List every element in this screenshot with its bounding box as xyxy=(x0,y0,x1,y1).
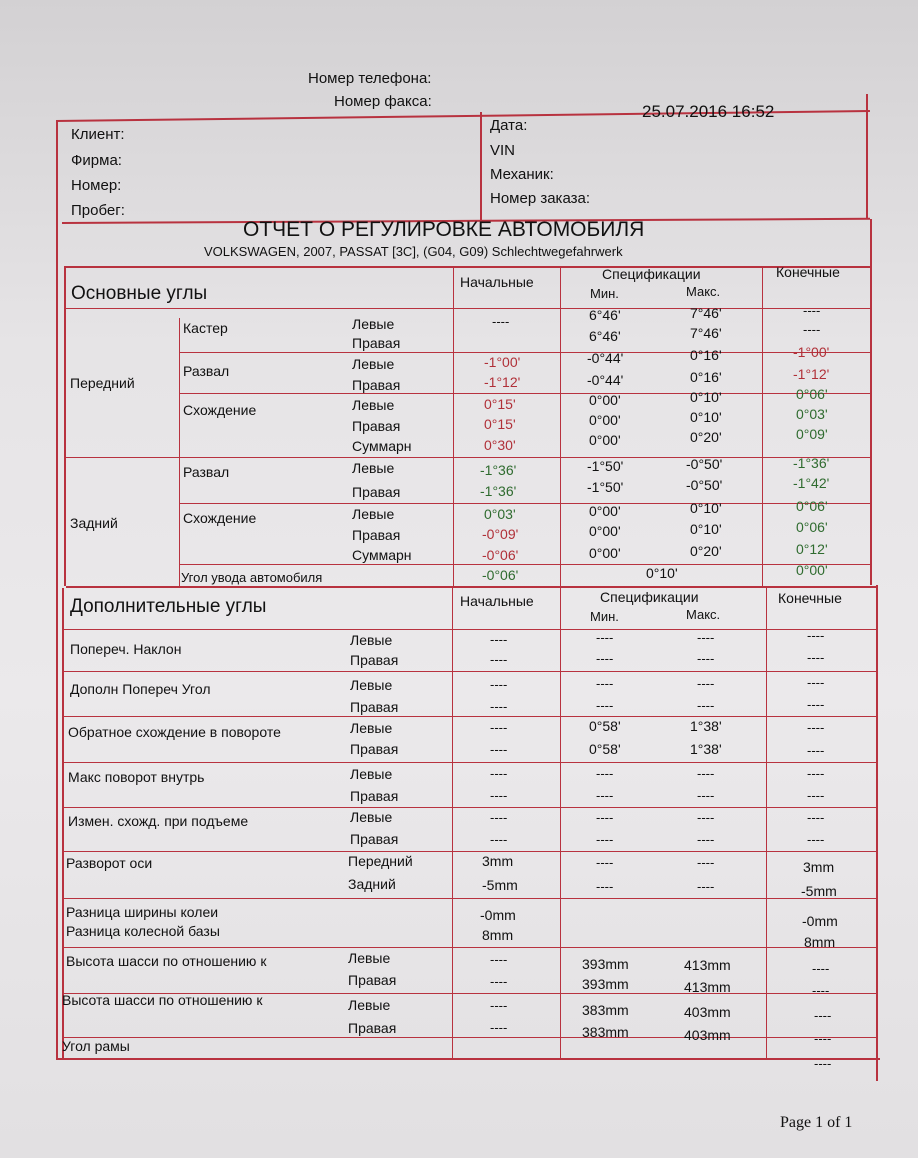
init-value: -1°12' xyxy=(484,374,521,390)
side-label: Правая xyxy=(350,741,399,757)
caster-label: Кастер xyxy=(183,320,228,336)
mileage-label: Пробег: xyxy=(71,202,125,219)
init-value: -0°06' xyxy=(482,547,519,563)
min-value: 393mm xyxy=(582,956,629,972)
max-value: 7°46' xyxy=(690,305,722,321)
kpi-label: Разница ширины колеи xyxy=(66,904,219,920)
max-value: 7°46' xyxy=(690,325,722,341)
dash: ---- xyxy=(697,810,715,825)
col-initial: Начальные xyxy=(460,274,534,290)
side-label: Левые xyxy=(352,316,395,332)
col-final: Конечные xyxy=(776,264,840,280)
init-value: -0°09' xyxy=(482,526,519,542)
company-label: Фирма: xyxy=(71,152,122,169)
side-label: Левые xyxy=(350,809,393,825)
min-value: 393mm xyxy=(582,976,629,992)
toe-label: Схождение xyxy=(183,402,257,418)
col-max-2: Макс. xyxy=(686,607,721,622)
dash: ---- xyxy=(596,766,614,781)
min-value: 0°00' xyxy=(589,412,621,428)
dash: ---- xyxy=(697,788,715,803)
dash: ---- xyxy=(490,742,508,757)
init-value: -0mm xyxy=(480,907,516,923)
thrust-spec: 0°10' xyxy=(646,565,678,581)
final-value: 0°06' xyxy=(796,386,828,402)
max-value: 403mm xyxy=(684,1004,731,1020)
side-label: Левые xyxy=(350,720,393,736)
side-label: Правая xyxy=(350,699,399,715)
min-value: 6°46' xyxy=(589,307,621,323)
max-value: 0°16' xyxy=(690,369,722,385)
side-label: Правая xyxy=(348,1020,397,1036)
init-value: -1°00' xyxy=(484,354,521,370)
max-value: 0°10' xyxy=(690,409,722,425)
dash: ---- xyxy=(490,699,508,714)
side-label: Правая xyxy=(350,788,399,804)
init-value: 8mm xyxy=(482,927,514,943)
min-value: 383mm xyxy=(582,1024,629,1040)
col-min-2: Мин. xyxy=(590,609,619,624)
min-value: 0°58' xyxy=(589,741,621,757)
dash: ---- xyxy=(697,676,715,691)
side-label: Правая xyxy=(352,484,401,500)
dash: ---- xyxy=(697,879,715,894)
final-value: 0°12' xyxy=(796,541,828,557)
dash: ---- xyxy=(807,788,825,803)
dash: ---- xyxy=(596,832,614,847)
rear-toe-label: Схождение xyxy=(183,510,257,526)
side-label: Левые xyxy=(352,460,395,476)
number-label: Номер: xyxy=(71,177,122,194)
final-value: -1°12' xyxy=(793,366,830,382)
dash: ---- xyxy=(697,698,715,713)
basic-angles-title: Основные углы xyxy=(71,283,208,304)
side-label: Задний xyxy=(348,876,396,892)
front-axle-label: Передний xyxy=(70,375,135,391)
init-value: 0°15' xyxy=(484,396,516,412)
dash: ---- xyxy=(814,1056,832,1071)
dash: ---- xyxy=(814,1031,832,1046)
report-title: ОТЧЕТ О РЕГУЛИРОВКЕ АВТОМОБИЛЯ xyxy=(243,218,645,241)
min-value: -0°44' xyxy=(587,350,624,366)
dash: ---- xyxy=(807,720,825,735)
dash: ---- xyxy=(596,676,614,691)
dash: ---- xyxy=(697,832,715,847)
order-label: Номер заказа: xyxy=(490,190,591,207)
dash: ---- xyxy=(814,1008,832,1023)
max-value: 0°10' xyxy=(690,500,722,516)
final-value: -1°00' xyxy=(793,344,830,360)
min-value: 0°00' xyxy=(589,392,621,408)
dash: ---- xyxy=(807,650,825,665)
dash: ---- xyxy=(807,766,825,781)
init-value: -1°36' xyxy=(480,462,517,478)
side-label: Правая xyxy=(352,527,401,543)
kpi-label: Попереч. Наклон xyxy=(70,641,182,657)
dash: ---- xyxy=(490,1020,508,1035)
init-value: 0°03' xyxy=(484,506,516,522)
side-label: Левые xyxy=(352,397,395,413)
max-value: -0°50' xyxy=(686,477,723,493)
side-label: Правая xyxy=(350,652,399,668)
side-label: Правая xyxy=(352,377,401,393)
final-value: 3mm xyxy=(803,859,835,875)
phone-label: Номер телефона: xyxy=(308,70,432,87)
dash: ---- xyxy=(596,810,614,825)
init-value: 3mm xyxy=(482,853,514,869)
kpi-label: Угол рамы xyxy=(62,1038,130,1054)
dash: ---- xyxy=(596,788,614,803)
dash: ---- xyxy=(490,720,508,735)
min-value: -1°50' xyxy=(587,479,624,495)
thrust-init: -0°06' xyxy=(482,567,519,583)
dash: ---- xyxy=(596,879,614,894)
dash: ---- xyxy=(490,998,508,1013)
date-label: Дата: xyxy=(490,117,528,134)
side-label: Правая xyxy=(352,418,401,434)
final-value: 0°09' xyxy=(796,426,828,442)
camber-label: Развал xyxy=(183,363,230,379)
init-value: -1°36' xyxy=(480,483,517,499)
mechanic-label: Механик: xyxy=(490,166,554,183)
dash: ---- xyxy=(812,983,830,998)
page-number: Page 1 of 1 xyxy=(780,1114,853,1131)
side-label: Левые xyxy=(348,997,391,1013)
final-value: 0°06' xyxy=(796,498,828,514)
min-value: 0°58' xyxy=(589,718,621,734)
max-value: 0°16' xyxy=(690,347,722,363)
max-value: 0°10' xyxy=(690,521,722,537)
kpi-label: Высота шасси по отношению к xyxy=(62,992,263,1008)
final-value: ---- xyxy=(803,322,821,337)
vehicle-info: VOLKSWAGEN, 2007, PASSAT [3C], (G04, G09) Schlechtwegefahrwerk xyxy=(204,244,623,259)
max-value: 0°10' xyxy=(690,389,722,405)
col-initial-2: Начальные xyxy=(460,593,534,609)
dash: ---- xyxy=(807,697,825,712)
additional-angles-title: Дополнительные углы xyxy=(70,596,267,617)
dash: ---- xyxy=(697,651,715,666)
dash: ---- xyxy=(490,766,508,781)
kpi-label: Макс поворот внутрь xyxy=(68,769,205,785)
col-max: Макс. xyxy=(686,284,721,299)
max-value: 413mm xyxy=(684,957,731,973)
max-value: 403mm xyxy=(684,1027,731,1043)
dash: ---- xyxy=(807,675,825,690)
dash: ---- xyxy=(596,698,614,713)
dash: ---- xyxy=(807,628,825,643)
min-value: 0°00' xyxy=(589,523,621,539)
dash: ---- xyxy=(490,974,508,989)
init-value: 0°30' xyxy=(484,437,516,453)
side-label: Правая xyxy=(350,831,399,847)
init-value: 0°15' xyxy=(484,416,516,432)
dash: ---- xyxy=(697,855,715,870)
dash: ---- xyxy=(490,788,508,803)
min-value: 0°00' xyxy=(589,545,621,561)
kpi-label: Дополн Попереч Угол xyxy=(70,681,211,697)
thrust-angle-label: Угол увода автомобиля xyxy=(181,570,323,585)
min-value: 0°00' xyxy=(589,503,621,519)
side-label: Левые xyxy=(352,356,395,372)
dash: ---- xyxy=(697,630,715,645)
max-value: 1°38' xyxy=(690,718,722,734)
min-value: -0°44' xyxy=(587,372,624,388)
min-value: 383mm xyxy=(582,1002,629,1018)
dash: ---- xyxy=(596,651,614,666)
kpi-label: Разница колесной базы xyxy=(66,923,220,939)
final-value: ---- xyxy=(803,303,821,318)
date-value: 25.07.2016 16:52 xyxy=(642,102,775,121)
side-label: Левые xyxy=(350,677,393,693)
max-value: 0°20' xyxy=(690,429,722,445)
init-value: ---- xyxy=(492,314,510,329)
rear-camber-label: Развал xyxy=(183,464,230,480)
side-label: Левые xyxy=(352,506,395,522)
final-value: 8mm xyxy=(804,934,836,950)
side-label: Правая xyxy=(348,972,397,988)
dash: ---- xyxy=(807,743,825,758)
min-value: 6°46' xyxy=(589,328,621,344)
dash: ---- xyxy=(490,632,508,647)
side-label: Передний xyxy=(348,853,413,869)
max-value: 413mm xyxy=(684,979,731,995)
dash: ---- xyxy=(490,810,508,825)
final-value: -1°42' xyxy=(793,475,830,491)
side-label: Левые xyxy=(350,766,393,782)
vin-label: VIN xyxy=(490,142,516,159)
min-value: 0°00' xyxy=(589,432,621,448)
col-specs-2: Спецификации xyxy=(600,589,699,605)
final-value: -0mm xyxy=(802,913,838,929)
final-value: 0°03' xyxy=(796,406,828,422)
kpi-label: Измен. схожд. при подъеме xyxy=(68,813,249,829)
dash: ---- xyxy=(490,652,508,667)
client-label: Клиент: xyxy=(71,126,125,143)
dash: ---- xyxy=(596,630,614,645)
max-value: 0°20' xyxy=(690,543,722,559)
dash: ---- xyxy=(697,766,715,781)
side-label: Левые xyxy=(348,950,391,966)
side-label: Правая xyxy=(352,335,401,351)
final-value: 0°06' xyxy=(796,519,828,535)
col-min: Мин. xyxy=(590,286,619,301)
dash: ---- xyxy=(490,677,508,692)
kpi-label: Высота шасси по отношению к xyxy=(66,953,267,969)
side-label: Левые xyxy=(350,632,393,648)
kpi-label: Обратное схождение в повороте xyxy=(68,724,281,740)
side-label: Суммарн xyxy=(352,547,412,563)
dash: ---- xyxy=(807,832,825,847)
dash: ---- xyxy=(596,855,614,870)
final-value: -1°36' xyxy=(793,455,830,471)
final-value: -5mm xyxy=(801,883,837,899)
init-value: -5mm xyxy=(482,877,518,893)
max-value: 1°38' xyxy=(690,741,722,757)
min-value: -1°50' xyxy=(587,458,624,474)
dash: ---- xyxy=(807,810,825,825)
side-label: Суммарн xyxy=(352,438,412,454)
kpi-label: Разворот оси xyxy=(66,855,153,871)
dash: ---- xyxy=(490,832,508,847)
dash: ---- xyxy=(490,952,508,967)
col-specs: Спецификации xyxy=(602,266,701,282)
fax-label: Номер факса: xyxy=(334,93,432,110)
dash: ---- xyxy=(812,961,830,976)
col-final-2: Конечные xyxy=(778,590,842,606)
rear-axle-label: Задний xyxy=(70,515,118,531)
thrust-final: 0°00' xyxy=(796,562,828,578)
max-value: -0°50' xyxy=(686,456,723,472)
